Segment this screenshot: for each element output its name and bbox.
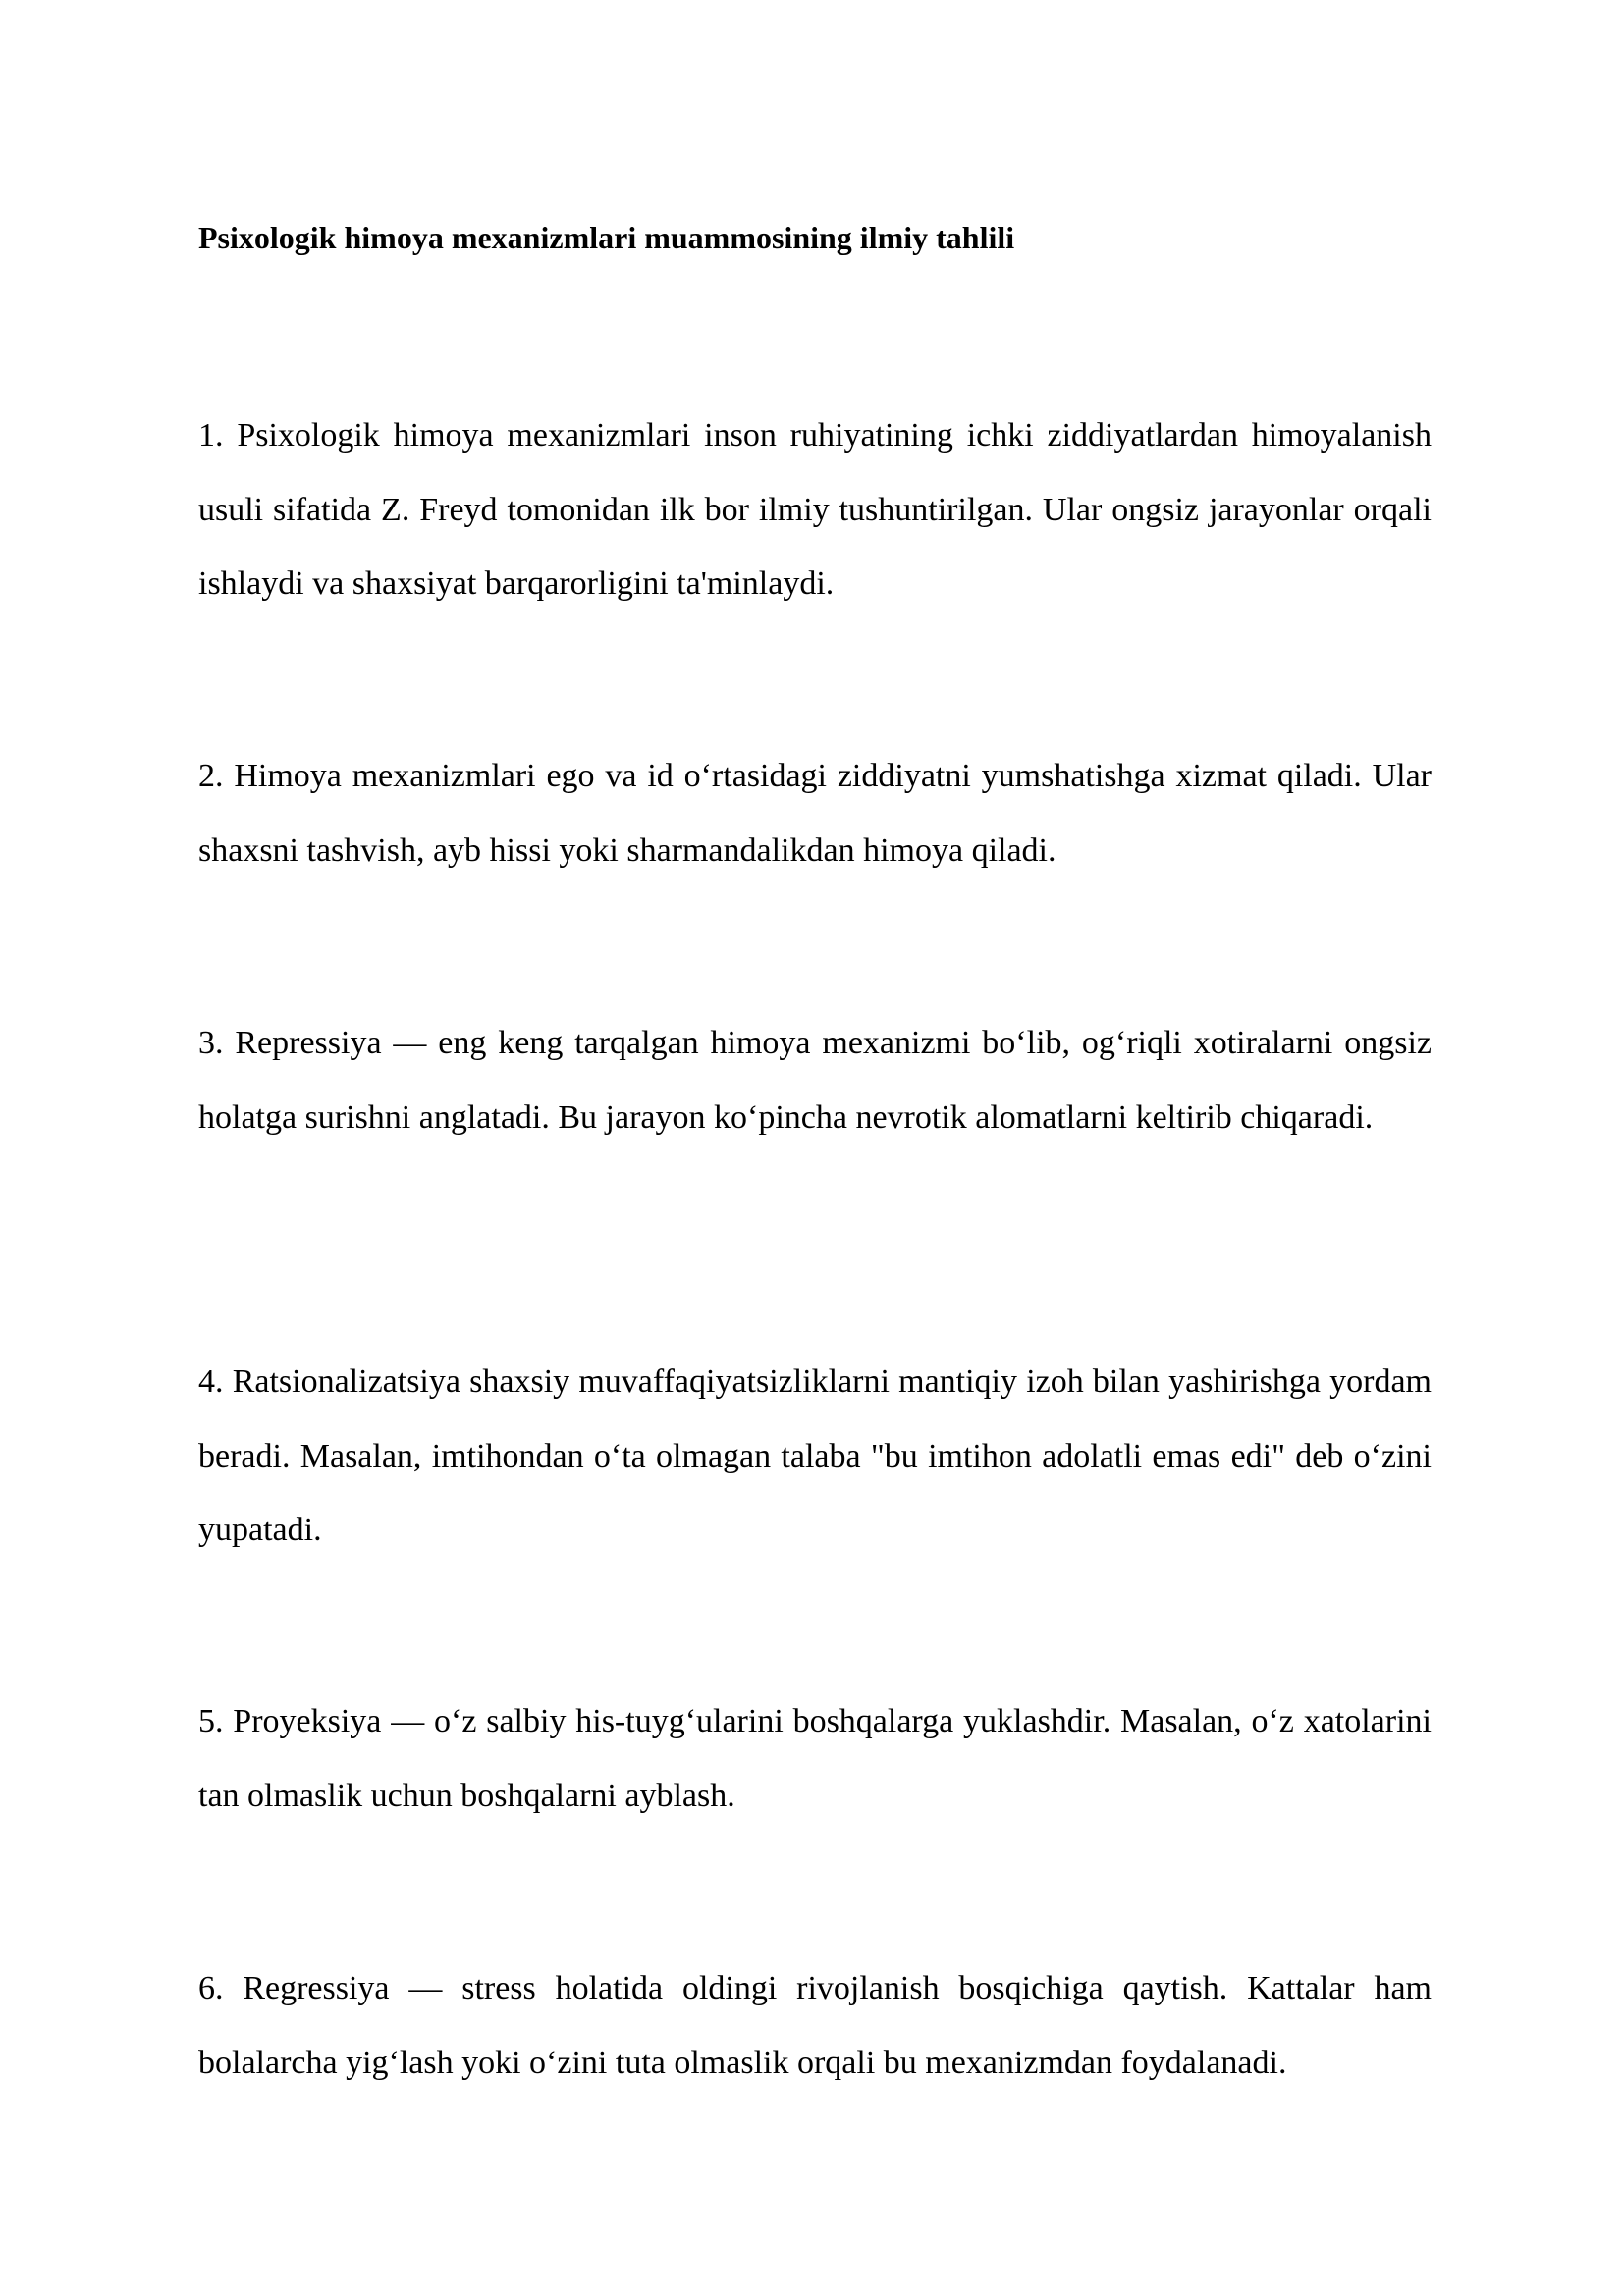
paragraph-4: 4. Ratsionalizatsiya shaxsiy muvaffaqiyatsizliklarni mantiqiy izoh bilan yashirishga yordam beradi. Masalan, imtihondan o‘ta olmagan talaba "bu imtihon adolatli emas edi" deb o‘zini yupatadi. bbox=[198, 1363, 1432, 1548]
paragraph-2: 2. Himoya mexanizmlari ego va id o‘rtasidagi ziddiyatni yumshatishga xizmat qiladi. Ular shaxsni tashvish, ayb hissi yoki sharmandalikdan himoya qiladi. bbox=[198, 758, 1432, 869]
document-title: Psixologik himoya mexanizmlari muammosining ilmiy tahlili bbox=[198, 220, 1015, 255]
paragraph-6: 6. Regressiya — stress holatida oldingi rivojlanish bosqichiga qaytish. Kattalar ham bolalarcha yig‘lash yoki o‘zini tuta olmaslik orqali bu mexanizmdan foydalanadi. bbox=[198, 1970, 1432, 2081]
paragraph-3: 3. Repressiya — eng keng tarqalgan himoya mexanizmi bo‘lib, og‘riqli xotiralarni ongsiz holatga surishni anglatadi. Bu jarayon ko‘pincha nevrotik alomatlarni keltirib chiqaradi. bbox=[198, 1025, 1432, 1136]
paragraph-5: 5. Proyeksiya — o‘z salbiy his-tuyg‘ularini boshqalarga yuklashdir. Masalan, o‘z xatolarini tan olmaslik uchun boshqalarni ayblash. bbox=[198, 1703, 1432, 1814]
paragraph-1: 1. Psixologik himoya mexanizmlari inson ruhiyatining ichki ziddiyatlardan himoyalanish usuli sifatida Z. Freyd tomonidan ilk bor ilmiy tushuntirilgan. Ular ongsiz jarayonlar orqali ishlaydi va shaxsiyat barqarorligini ta'minlaydi. bbox=[198, 417, 1432, 602]
